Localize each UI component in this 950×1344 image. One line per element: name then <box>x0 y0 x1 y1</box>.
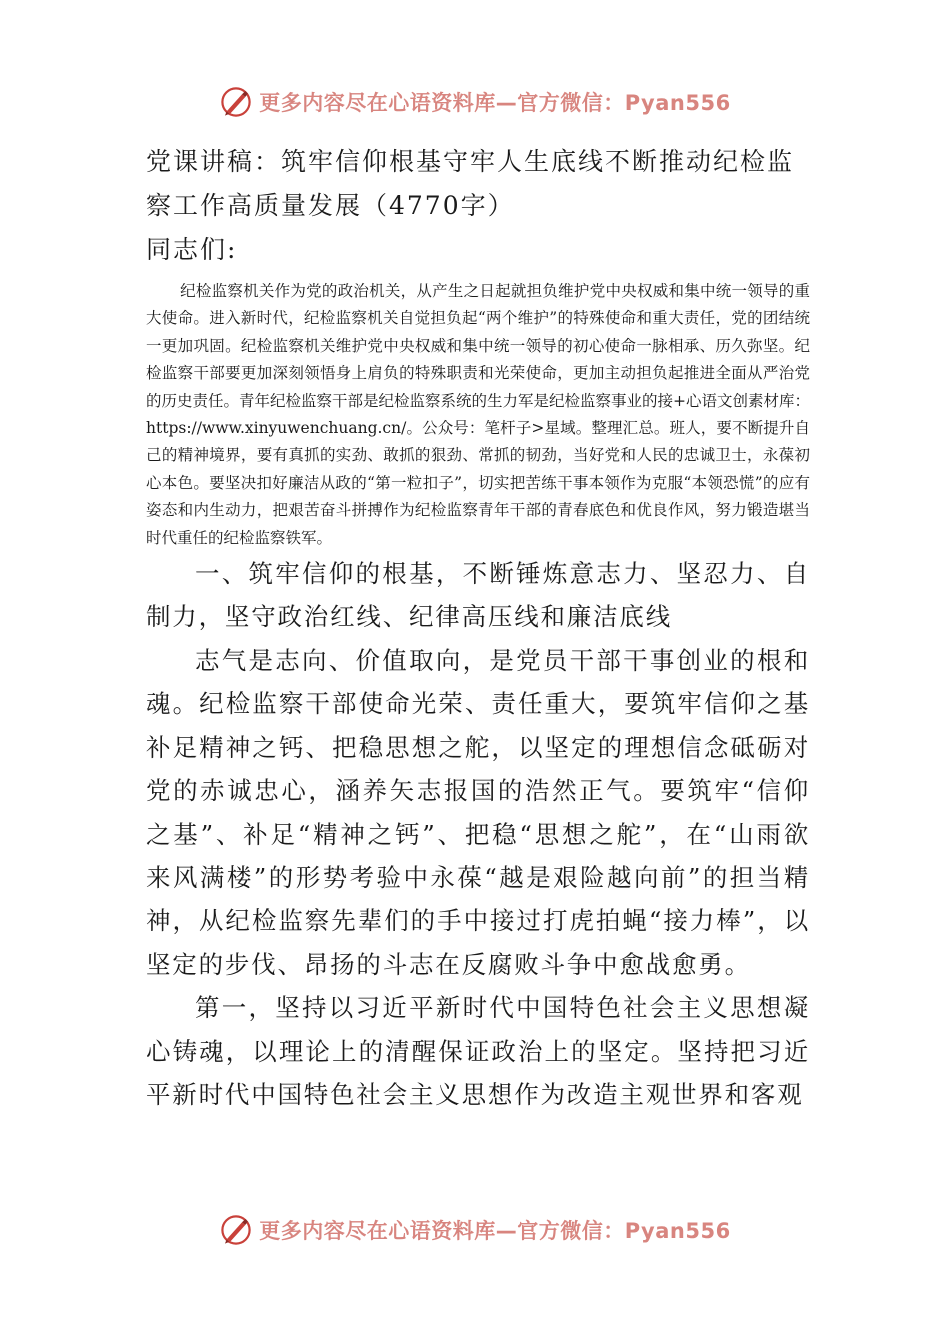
section-heading-1: 一、筑牢信仰的根基，不断锤炼意志力、坚忍力、自制力，坚守政治红线、纪律高压线和廉洁底线 <box>146 559 810 632</box>
document-title: 党课讲稿：筑牢信仰根基守牢人生底线不断推动纪检监察工作高质量发展（4770字） <box>146 147 795 220</box>
greeting: 同志们: <box>146 235 238 264</box>
watermark-text: 更多内容尽在心语资料库—官方微信：Pyan556 <box>259 91 731 115</box>
document-body <box>146 140 810 1116</box>
body-paragraph-1: 志气是志向、价值取向，是党员干部干事创业的根和魂。纪检监察干部使命光荣、责任重大，要筑牢信仰之基补足精神之钙、把稳思想之舵，以坚定的理想信念砥砺对党的赤诚忠心，涵养矢志报国的浩然正气。要筑牢“信仰之基”、补足“精神之钙”、把稳“思想之舵”，在“山雨欲来风满楼”的形势考验中永葆“越是艰险越向前”的担当精神，从纪检监察先辈们的手中接过打虎拍蝇“接力棒”，以坚定的步伐、昂扬的斗志在反腐败斗争中愈战愈勇。 <box>146 645 810 979</box>
body-paragraph-2: 第一，坚持以习近平新时代中国特色社会主义思想凝心铸魂，以理论上的清醒保证政治上的坚定。坚持把习近平新时代中国特色社会主义思想作为改造主观世界和客观 <box>146 993 810 1109</box>
intro-paragraph: 纪检监察机关作为党的政治机关，从产生之日起就担负维护党中央权威和集中统一领导的重大使命。进入新时代，纪检监察机关自觉担负起“两个维护”的特殊使命和重大责任，党的团结统一更加巩固。纪检监察机关维护党中央权威和集中统一领导的初心使命一脉相承、历久弥坚。纪检监察干部要更加深刻领悟身上肩负的特殊职责和光荣使命，更加主动担负起推进全面从严治党的历史责任。青年纪检监察干部是纪检监察系统的生力军是纪检监察事业的接+心语文创素材库：https://www.xinyuwenchuang.cn/。公众号：笔杆子>星域。整理汇总。班人，要不断提升自己的精神境界，要有真抓的实劲、敢抓的狠劲、常抓的韧劲，当好党和人民的忠诚卫士，永葆初心本色。要坚决扣好廉洁从政的“第一粒扣子”，切实把苦练干事本领作为克服“本领恐慌”的应有姿态和内生动力，把艰苦奋斗拼搏作为纪检监察青年干部的青春底色和优良作风，努力锻造堪当时代重任的纪检监察铁军。 <box>146 282 810 547</box>
header-watermark-banner <box>0 80 950 124</box>
pen-logo-icon <box>219 85 253 119</box>
watermark-text: 更多内容尽在心语资料库—官方微信：Pyan556 <box>259 1219 731 1243</box>
pen-logo-icon <box>219 1213 253 1247</box>
footer-watermark-banner <box>0 1208 950 1252</box>
